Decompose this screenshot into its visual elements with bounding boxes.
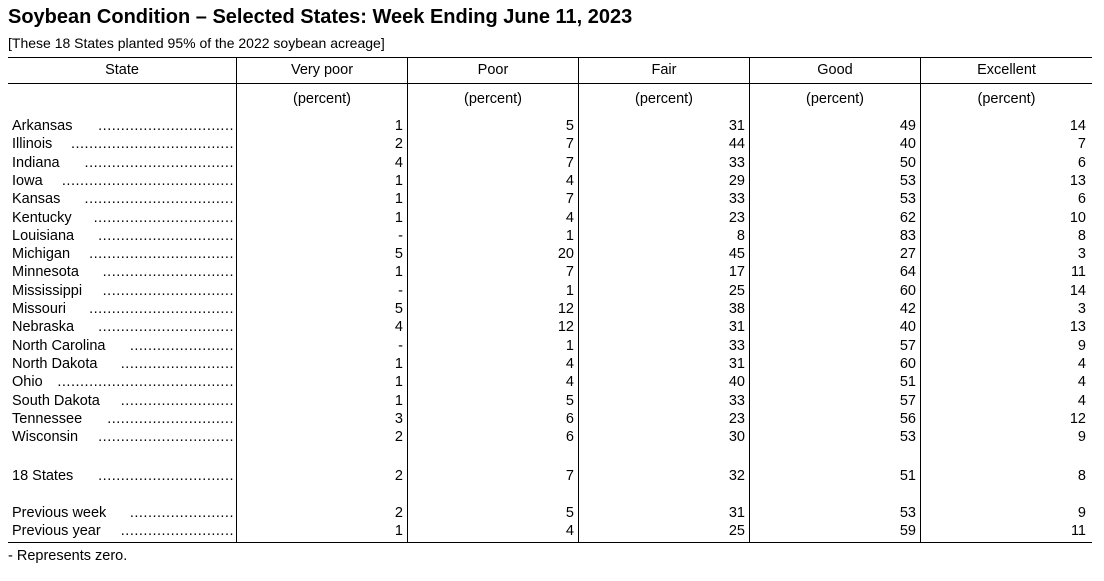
value-excellent: 13 xyxy=(1069,172,1086,189)
table-row xyxy=(8,393,1092,411)
value-good: 60 xyxy=(899,355,916,372)
value-poor: 5 xyxy=(565,392,574,409)
table-row xyxy=(8,411,1092,429)
leader-dots: ................................ xyxy=(89,246,234,263)
value-excellent: 14 xyxy=(1069,282,1086,299)
value-excellent: 9 xyxy=(1077,429,1086,446)
value-fair: 31 xyxy=(728,118,745,134)
value-very-poor: 2 xyxy=(394,136,403,153)
state-cell xyxy=(12,118,234,136)
leader-dots: ....................... xyxy=(129,337,234,354)
value-poor: 12 xyxy=(557,301,574,317)
table-row xyxy=(8,338,1092,356)
leader-dots: .............................. xyxy=(98,227,234,244)
state-cell xyxy=(12,338,234,356)
value-excellent: 6 xyxy=(1077,191,1086,208)
value-good: 53 xyxy=(899,191,916,208)
state-name: Mississippi xyxy=(12,283,86,299)
value-excellent: 4 xyxy=(1077,374,1086,391)
value-poor: 7 xyxy=(565,154,574,171)
value-fair: 31 xyxy=(728,319,745,336)
state-cell xyxy=(12,155,234,173)
leader-dots: ......................... xyxy=(120,355,234,372)
value-excellent: 11 xyxy=(1070,523,1086,539)
state-name: 18 States xyxy=(12,468,77,484)
value-poor: 1 xyxy=(565,282,574,299)
table-row xyxy=(8,429,1092,447)
unit-label: (percent) xyxy=(805,91,865,107)
value-excellent: 10 xyxy=(1069,209,1086,226)
unit-label: (percent) xyxy=(463,91,523,107)
leader-dots: ............................... xyxy=(93,209,234,226)
state-cell xyxy=(12,374,234,392)
value-poor: 4 xyxy=(565,209,574,226)
table-row xyxy=(8,210,1092,228)
value-very-poor: 1 xyxy=(394,191,403,208)
value-fair: 25 xyxy=(728,282,745,299)
leader-dots: ................................. xyxy=(84,191,234,208)
leader-dots: ................................. xyxy=(84,154,234,171)
state-cell xyxy=(12,411,234,429)
header-fair: Fair xyxy=(651,62,677,78)
value-very-poor: 1 xyxy=(394,523,403,539)
value-excellent: 4 xyxy=(1077,392,1086,409)
value-good: 53 xyxy=(899,505,916,521)
value-good: 83 xyxy=(899,227,916,244)
unit-label: (percent) xyxy=(292,91,352,107)
table-row xyxy=(8,246,1092,264)
header-excellent: Excellent xyxy=(977,62,1036,78)
table-row xyxy=(8,301,1092,319)
state-name: Previous week xyxy=(12,505,110,521)
value-fair: 29 xyxy=(728,172,745,189)
value-very-poor: - xyxy=(398,337,403,354)
value-good: 64 xyxy=(899,264,916,281)
value-good: 51 xyxy=(899,468,916,484)
leader-dots: .............................. xyxy=(98,118,234,134)
state-name: Iowa xyxy=(12,173,47,189)
state-cell xyxy=(12,264,234,282)
value-poor: 6 xyxy=(565,429,574,446)
value-good: 27 xyxy=(899,246,916,263)
value-fair: 31 xyxy=(728,505,745,521)
state-cell xyxy=(12,429,234,447)
value-poor: 4 xyxy=(565,172,574,189)
table-row xyxy=(8,155,1092,173)
table-row xyxy=(8,283,1092,301)
state-cell xyxy=(12,393,234,411)
value-good: 53 xyxy=(899,429,916,446)
value-fair: 30 xyxy=(728,429,745,446)
footnote: - Represents zero. xyxy=(8,548,128,564)
value-excellent: 14 xyxy=(1069,118,1086,134)
unit-label: (percent) xyxy=(977,91,1036,107)
state-name: Wisconsin xyxy=(12,429,82,445)
state-name: North Carolina xyxy=(12,338,110,354)
value-excellent: 13 xyxy=(1069,319,1086,336)
table-row xyxy=(8,191,1092,209)
state-name: Arkansas xyxy=(12,118,76,134)
leader-dots: .............................. xyxy=(98,429,234,446)
leader-dots: ......................... xyxy=(120,523,234,539)
value-fair: 33 xyxy=(728,154,745,171)
state-name: Ohio xyxy=(12,374,47,390)
state-cell xyxy=(12,301,234,319)
value-very-poor: 1 xyxy=(394,374,403,391)
value-good: 42 xyxy=(899,301,916,317)
leader-dots: ............................. xyxy=(102,282,234,299)
value-very-poor: 1 xyxy=(394,209,403,226)
state-name: Minnesota xyxy=(12,264,83,280)
value-very-poor: 1 xyxy=(394,264,403,281)
state-name: Illinois xyxy=(12,136,56,152)
value-poor: 20 xyxy=(557,246,574,263)
value-fair: 8 xyxy=(736,227,745,244)
value-poor: 7 xyxy=(565,136,574,153)
value-very-poor: - xyxy=(398,227,403,244)
value-fair: 31 xyxy=(728,355,745,372)
state-name: Tennessee xyxy=(12,411,86,427)
state-cell xyxy=(12,356,234,374)
value-poor: 7 xyxy=(565,264,574,281)
table-row xyxy=(8,136,1092,154)
value-poor: 7 xyxy=(565,191,574,208)
value-fair: 23 xyxy=(728,410,745,427)
table-row xyxy=(8,173,1092,191)
leader-dots: ....................... xyxy=(129,505,234,521)
leader-dots: .................................... xyxy=(70,136,234,153)
state-name: South Dakota xyxy=(12,393,104,409)
state-cell xyxy=(12,173,234,191)
condition-table xyxy=(8,57,1092,543)
leader-dots: .............................. xyxy=(98,468,234,484)
value-very-poor: 3 xyxy=(394,410,403,427)
value-very-poor: 5 xyxy=(394,301,403,317)
value-fair: 38 xyxy=(728,301,745,317)
state-cell xyxy=(12,210,234,228)
value-very-poor: 4 xyxy=(394,154,403,171)
value-good: 62 xyxy=(899,209,916,226)
unit-label: (percent) xyxy=(634,91,694,107)
table-row-total xyxy=(8,468,1092,486)
value-excellent: 9 xyxy=(1077,505,1086,521)
value-poor: 5 xyxy=(565,118,574,134)
value-poor: 5 xyxy=(565,505,574,521)
value-very-poor: 4 xyxy=(394,319,403,336)
value-fair: 33 xyxy=(728,392,745,409)
state-name: Nebraska xyxy=(12,319,78,335)
table-row xyxy=(8,228,1092,246)
state-cell xyxy=(12,228,234,246)
header-state: State xyxy=(105,62,139,78)
state-cell xyxy=(12,136,234,154)
value-good: 40 xyxy=(899,136,916,153)
value-fair: 44 xyxy=(728,136,745,153)
value-good: 53 xyxy=(899,172,916,189)
value-good: 59 xyxy=(899,523,916,539)
value-excellent: 12 xyxy=(1069,410,1086,427)
value-poor: 6 xyxy=(565,410,574,427)
table-row xyxy=(8,118,1092,136)
value-good: 49 xyxy=(899,118,916,134)
header-divider xyxy=(8,83,1092,84)
value-very-poor: 1 xyxy=(394,172,403,189)
value-excellent: 9 xyxy=(1077,337,1086,354)
value-excellent: 3 xyxy=(1077,246,1086,263)
value-very-poor: 5 xyxy=(394,246,403,263)
value-good: 60 xyxy=(899,282,916,299)
value-fair: 32 xyxy=(728,468,745,484)
value-poor: 4 xyxy=(565,374,574,391)
state-name: Michigan xyxy=(12,246,74,262)
state-name: Kentucky xyxy=(12,210,76,226)
value-poor: 12 xyxy=(557,319,574,336)
value-fair: 33 xyxy=(728,337,745,354)
value-poor: 1 xyxy=(565,227,574,244)
leader-dots: ............................ xyxy=(107,410,234,427)
leader-dots: .............................. xyxy=(98,319,234,336)
header-very-poor: Very poor xyxy=(290,62,354,78)
value-good: 50 xyxy=(899,154,916,171)
state-name: Previous year xyxy=(12,523,105,539)
header-good: Good xyxy=(817,62,853,78)
state-cell xyxy=(12,246,234,264)
table-row-previous-week xyxy=(8,505,1092,523)
value-good: 40 xyxy=(899,319,916,336)
value-good: 56 xyxy=(899,410,916,427)
state-name: Missouri xyxy=(12,301,70,317)
state-cell xyxy=(12,505,234,523)
leader-dots: ......................... xyxy=(120,392,234,409)
value-very-poor: - xyxy=(398,282,403,299)
page-subtitle: [These 18 States planted 95% of the 2022 soybean acreage] xyxy=(8,35,385,51)
state-name: Kansas xyxy=(12,191,64,207)
value-fair: 25 xyxy=(728,523,745,539)
table-row-previous-year xyxy=(8,523,1092,541)
table-row xyxy=(8,374,1092,392)
value-fair: 33 xyxy=(728,191,745,208)
table-row xyxy=(8,356,1092,374)
state-name: Indiana xyxy=(12,155,64,171)
value-good: 57 xyxy=(899,337,916,354)
value-fair: 45 xyxy=(728,246,745,263)
value-very-poor: 1 xyxy=(394,118,403,134)
table-row xyxy=(8,319,1092,337)
value-excellent: 6 xyxy=(1077,154,1086,171)
value-very-poor: 2 xyxy=(394,429,403,446)
leader-dots: ............................. xyxy=(102,264,234,281)
value-poor: 7 xyxy=(565,468,574,484)
state-name: Louisiana xyxy=(12,228,78,244)
value-excellent: 4 xyxy=(1077,355,1086,372)
value-poor: 4 xyxy=(565,523,574,539)
value-poor: 1 xyxy=(565,337,574,354)
state-cell xyxy=(12,523,234,541)
value-very-poor: 2 xyxy=(394,505,403,521)
value-excellent: 11 xyxy=(1070,264,1086,281)
value-fair: 17 xyxy=(728,264,745,281)
state-name: North Dakota xyxy=(12,356,101,372)
value-good: 57 xyxy=(899,392,916,409)
leader-dots: ...................................... xyxy=(61,172,234,189)
value-excellent: 8 xyxy=(1077,227,1086,244)
page-title: Soybean Condition – Selected States: Week Ending June 11, 2023 xyxy=(8,6,633,28)
state-cell xyxy=(12,191,234,209)
leader-dots: ....................................... xyxy=(57,374,234,391)
value-poor: 4 xyxy=(565,355,574,372)
value-excellent: 8 xyxy=(1077,468,1086,484)
table-row xyxy=(8,264,1092,282)
value-fair: 40 xyxy=(728,374,745,391)
value-very-poor: 1 xyxy=(394,392,403,409)
header-poor: Poor xyxy=(477,62,509,78)
value-excellent: 7 xyxy=(1077,136,1086,153)
value-very-poor: 2 xyxy=(394,468,403,484)
state-cell xyxy=(12,468,234,486)
value-excellent: 3 xyxy=(1077,301,1086,317)
state-cell xyxy=(12,319,234,337)
state-cell xyxy=(12,283,234,301)
value-fair: 23 xyxy=(728,209,745,226)
value-good: 51 xyxy=(899,374,916,391)
leader-dots: ................................ xyxy=(89,301,234,317)
value-very-poor: 1 xyxy=(394,355,403,372)
